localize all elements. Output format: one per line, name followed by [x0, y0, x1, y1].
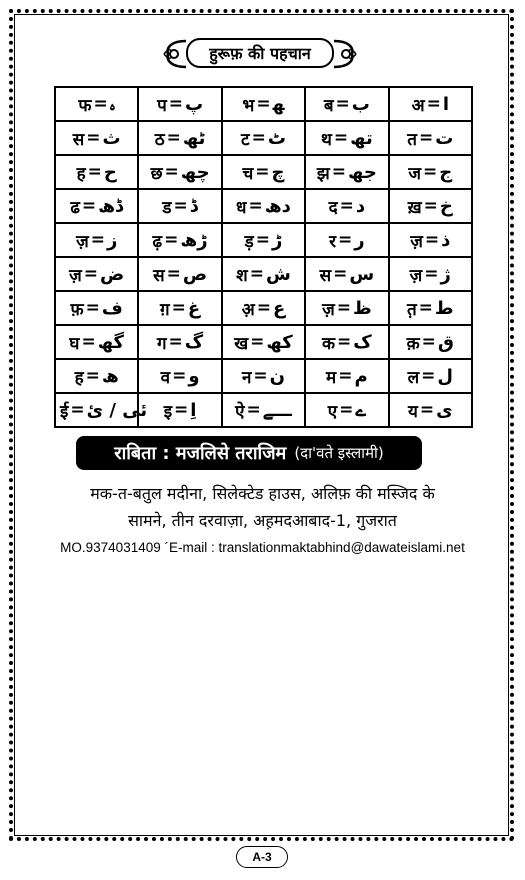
equals-sign: =: [81, 332, 96, 352]
table-cell: [222, 155, 305, 189]
equals-sign: =: [255, 162, 270, 182]
equals-sign: =: [248, 196, 263, 216]
devanagari-letter: ठ: [154, 129, 165, 150]
ornament-icon: [330, 37, 360, 71]
equals-sign: =: [164, 230, 179, 250]
devanagari-letter: र: [329, 231, 337, 252]
equals-sign: =: [339, 400, 354, 420]
equals-sign: =: [253, 366, 268, 386]
devanagari-letter: फ़: [70, 299, 84, 320]
devanagari-letter: द: [328, 197, 338, 218]
table-cell: [389, 155, 472, 189]
table-cell: [222, 121, 305, 155]
devanagari-letter: ढ: [70, 197, 80, 218]
equals-sign: =: [70, 400, 85, 420]
table-cell: [305, 189, 388, 223]
equals-sign: =: [166, 128, 181, 148]
urdu-letter: ﮭ: [272, 93, 285, 115]
urdu-letter: ڑ: [271, 229, 283, 251]
urdu-letter: ب: [351, 93, 370, 115]
devanagari-letter: ऐ: [235, 401, 245, 422]
equals-sign: =: [256, 298, 271, 318]
table-cell: [389, 121, 472, 155]
devanagari-letter: ह: [74, 367, 84, 388]
devanagari-letter: न: [241, 367, 252, 388]
devanagari-letter: व: [160, 367, 171, 388]
page-number: A-3: [236, 846, 288, 868]
devanagari-letter: घ: [69, 333, 80, 354]
devanagari-letter: ड: [162, 197, 172, 218]
table-row: [55, 121, 472, 155]
table-cell: [138, 121, 221, 155]
urdu-letter: س: [349, 263, 375, 285]
table-cell: [138, 325, 221, 359]
table-cell: [222, 393, 305, 427]
urdu-letter: گ: [184, 331, 204, 353]
table-cell: [55, 189, 138, 223]
table-row: [55, 223, 472, 257]
devanagari-letter: ग़: [160, 299, 170, 320]
equals-sign: =: [251, 128, 266, 148]
equals-sign: =: [339, 196, 354, 216]
table-cell: [138, 393, 221, 427]
table-cell: [55, 155, 138, 189]
table-cell: [305, 325, 388, 359]
urdu-letter: ن: [269, 365, 285, 387]
urdu-letter: ج: [439, 161, 453, 183]
equals-sign: =: [333, 128, 349, 148]
devanagari-letter: अ़: [241, 299, 255, 320]
equals-sign: =: [424, 230, 440, 250]
equals-sign: =: [421, 366, 436, 386]
urdu-letter: ل: [437, 365, 453, 387]
urdu-letter: پ: [184, 93, 204, 115]
urdu-letter: ش: [265, 263, 291, 285]
table-cell: [222, 359, 305, 393]
alphabet-table: [54, 86, 473, 428]
table-cell: [389, 291, 472, 325]
table-row: [55, 359, 472, 393]
table-row: [55, 257, 472, 291]
devanagari-letter: ज़: [409, 265, 423, 286]
equals-sign: =: [85, 298, 100, 318]
table-cell: [305, 291, 388, 325]
heading-ornament: [160, 34, 360, 74]
contact-banner: [76, 436, 422, 470]
urdu-letter: ز: [106, 229, 118, 251]
urdu-letter: ی: [436, 399, 453, 421]
table-cell: [222, 291, 305, 325]
devanagari-letter: ज़: [76, 231, 89, 252]
table-cell: [138, 291, 221, 325]
table-cell: [55, 359, 138, 393]
table-cell: [55, 87, 138, 121]
devanagari-letter: भ: [242, 95, 255, 116]
equals-sign: =: [419, 400, 435, 420]
banner-title: राबिता : मजलिसे तराजिम: [114, 443, 287, 464]
urdu-letter: ط: [434, 297, 454, 319]
urdu-letter: و: [188, 365, 200, 387]
devanagari-letter: त: [407, 129, 417, 150]
equals-sign: =: [423, 196, 438, 216]
urdu-letter: ـــے: [262, 399, 292, 421]
devanagari-letter: ज़: [410, 231, 423, 252]
equals-sign: =: [93, 94, 108, 114]
devanagari-letter: ख: [234, 333, 249, 354]
table-cell: [305, 121, 388, 155]
urdu-letter: ت: [435, 127, 454, 149]
urdu-letter: دھ: [264, 195, 291, 217]
urdu-letter: غ: [187, 297, 201, 319]
equals-sign: =: [171, 298, 186, 318]
address-line: मक-त-बतुल मदीना, सिलेक्टेड हाउस, अलिफ़ की मस्जिद के: [90, 484, 435, 503]
urdu-letter: ڈھ: [98, 195, 124, 217]
urdu-letter: گھ: [97, 331, 124, 353]
devanagari-letter: ड़: [244, 231, 254, 252]
table-cell: [389, 393, 472, 427]
devanagari-letter: त़: [406, 299, 417, 320]
devanagari-letter: ब: [323, 95, 334, 116]
table-cell: [389, 223, 472, 257]
equals-sign: =: [256, 94, 271, 114]
table-cell: [389, 359, 472, 393]
table-cell: [55, 291, 138, 325]
devanagari-letter: ट: [241, 129, 250, 150]
urdu-letter: ٹھ: [182, 127, 206, 149]
devanagari-letter: क़: [406, 333, 420, 354]
devanagari-letter: म: [326, 367, 337, 388]
table-cell: [305, 223, 388, 257]
equals-sign: =: [83, 264, 99, 284]
equals-sign: =: [333, 264, 348, 284]
urdu-letter: د: [355, 195, 366, 217]
equals-sign: =: [249, 264, 264, 284]
equals-sign: =: [168, 332, 183, 352]
equals-sign: =: [85, 366, 100, 386]
devanagari-letter: प: [157, 95, 167, 116]
equals-sign: =: [424, 264, 439, 284]
table-cell: [55, 257, 138, 291]
table-cell: [138, 189, 221, 223]
urdu-letter: ص: [182, 263, 208, 285]
table-cell: [222, 223, 305, 257]
devanagari-letter: ज: [408, 163, 421, 184]
urdu-letter: ف: [101, 297, 123, 319]
equals-sign: =: [422, 162, 438, 182]
equals-sign: =: [337, 332, 352, 352]
banner-subtitle: (दा'वते इस्लामी): [294, 444, 384, 462]
table-cell: [138, 257, 221, 291]
equals-sign: =: [246, 400, 261, 420]
urdu-letter: ض: [100, 263, 125, 285]
address-line: सामने, तीन दरवाज़ा, अह़मदआबाद-1, गुजरात: [128, 511, 397, 530]
urdu-letter: ڈ: [189, 195, 198, 217]
urdu-letter: کھ: [266, 331, 293, 353]
equals-sign: =: [174, 400, 189, 420]
equals-sign: =: [86, 128, 101, 148]
equals-sign: =: [90, 230, 105, 250]
equals-sign: =: [166, 264, 181, 284]
table-cell: [222, 87, 305, 121]
table-row: [55, 325, 472, 359]
table-cell: [138, 87, 221, 121]
table-row: [55, 155, 472, 189]
urdu-letter: چ: [271, 161, 285, 183]
urdu-letter: ع: [272, 297, 286, 319]
urdu-letter: تھ: [350, 127, 373, 149]
devanagari-letter: झ: [316, 163, 330, 184]
urdu-letter: ا: [442, 93, 449, 115]
table-cell: [389, 87, 472, 121]
urdu-letter: ح: [103, 161, 117, 183]
devanagari-letter: ल: [407, 367, 420, 388]
urdu-letter: ے: [355, 399, 366, 421]
equals-sign: =: [172, 366, 187, 386]
table-row: [55, 291, 472, 325]
urdu-letter: ئی / ئ: [86, 399, 148, 421]
table-cell: [55, 393, 148, 427]
urdu-letter: ق: [437, 331, 454, 353]
equals-sign: =: [335, 94, 350, 114]
table-cell: [138, 359, 221, 393]
devanagari-letter: ग: [156, 333, 167, 354]
equals-sign: =: [331, 162, 347, 182]
urdu-letter: اِ: [190, 399, 197, 421]
devanagari-letter: ज़: [69, 265, 82, 286]
urdu-letter: م: [354, 365, 368, 387]
urdu-letter: ر: [354, 229, 365, 251]
equals-sign: =: [421, 332, 436, 352]
devanagari-letter: ख़: [407, 197, 422, 218]
urdu-letter: ذ: [441, 229, 451, 251]
table-cell: [222, 325, 305, 359]
equals-sign: =: [338, 230, 353, 250]
equals-sign: =: [168, 94, 183, 114]
urdu-letter: چھ: [180, 161, 210, 183]
table-cell: [389, 189, 472, 223]
devanagari-letter: ई: [60, 401, 69, 422]
devanagari-letter: थ: [321, 129, 332, 150]
table-cell: [222, 189, 305, 223]
equals-sign: =: [81, 196, 97, 216]
devanagari-letter: य: [407, 401, 418, 422]
devanagari-letter: ध: [236, 197, 247, 218]
urdu-letter: ٹ: [267, 127, 286, 149]
address-block: [30, 480, 495, 534]
table-cell: [138, 223, 221, 257]
table-row: [55, 393, 472, 427]
table-cell: [138, 155, 221, 189]
table-cell: [305, 359, 388, 393]
equals-sign: =: [173, 196, 188, 216]
table-cell: [222, 257, 305, 291]
table-cell: [305, 257, 388, 291]
table-row: [55, 87, 472, 121]
urdu-letter: ک: [353, 331, 372, 353]
urdu-letter: ث: [102, 127, 121, 149]
urdu-letter: ﮦ: [109, 93, 116, 115]
devanagari-letter: स: [72, 129, 85, 150]
devanagari-letter: स: [319, 265, 332, 286]
urdu-letter: خ: [439, 195, 453, 217]
urdu-letter: ظ: [352, 297, 372, 319]
equals-sign: =: [87, 162, 102, 182]
devanagari-letter: इ: [163, 401, 173, 422]
table-cell: [389, 325, 472, 359]
table-cell: [55, 121, 138, 155]
table-cell: [55, 223, 138, 257]
table-cell: [389, 257, 472, 291]
equals-sign: =: [250, 332, 265, 352]
table-cell: [305, 155, 388, 189]
urdu-letter: ژ: [440, 263, 451, 285]
equals-sign: =: [255, 230, 270, 250]
devanagari-letter: च: [242, 163, 254, 184]
devanagari-letter: क: [321, 333, 336, 354]
equals-sign: =: [426, 94, 441, 114]
devanagari-letter: ढ़: [152, 231, 163, 252]
devanagari-letter: श: [236, 265, 248, 286]
devanagari-letter: फ: [78, 95, 92, 116]
devanagari-letter: छ: [150, 163, 163, 184]
urdu-letter: جھ: [348, 161, 377, 183]
page-title: हुरूफ़ की पहचान: [186, 38, 334, 68]
devanagari-letter: स: [153, 265, 165, 286]
equals-sign: =: [338, 366, 353, 386]
equals-sign: =: [164, 162, 179, 182]
devanagari-letter: अ: [411, 95, 425, 116]
contact-line: MO.9374031409 ´E-mail : translationmaktabhind@dawateislami.net: [60, 540, 465, 555]
table-row: [55, 189, 472, 223]
equals-sign: =: [336, 298, 351, 318]
equals-sign: =: [418, 298, 433, 318]
urdu-letter: ھ: [101, 365, 119, 387]
table-cell: [55, 325, 138, 359]
table-cell: [305, 393, 388, 427]
equals-sign: =: [418, 128, 434, 148]
table-cell: [305, 87, 388, 121]
urdu-letter: ڑھ: [180, 229, 208, 251]
devanagari-letter: ह: [76, 163, 86, 184]
devanagari-letter: ए: [327, 401, 338, 422]
devanagari-letter: ज़: [322, 299, 335, 320]
